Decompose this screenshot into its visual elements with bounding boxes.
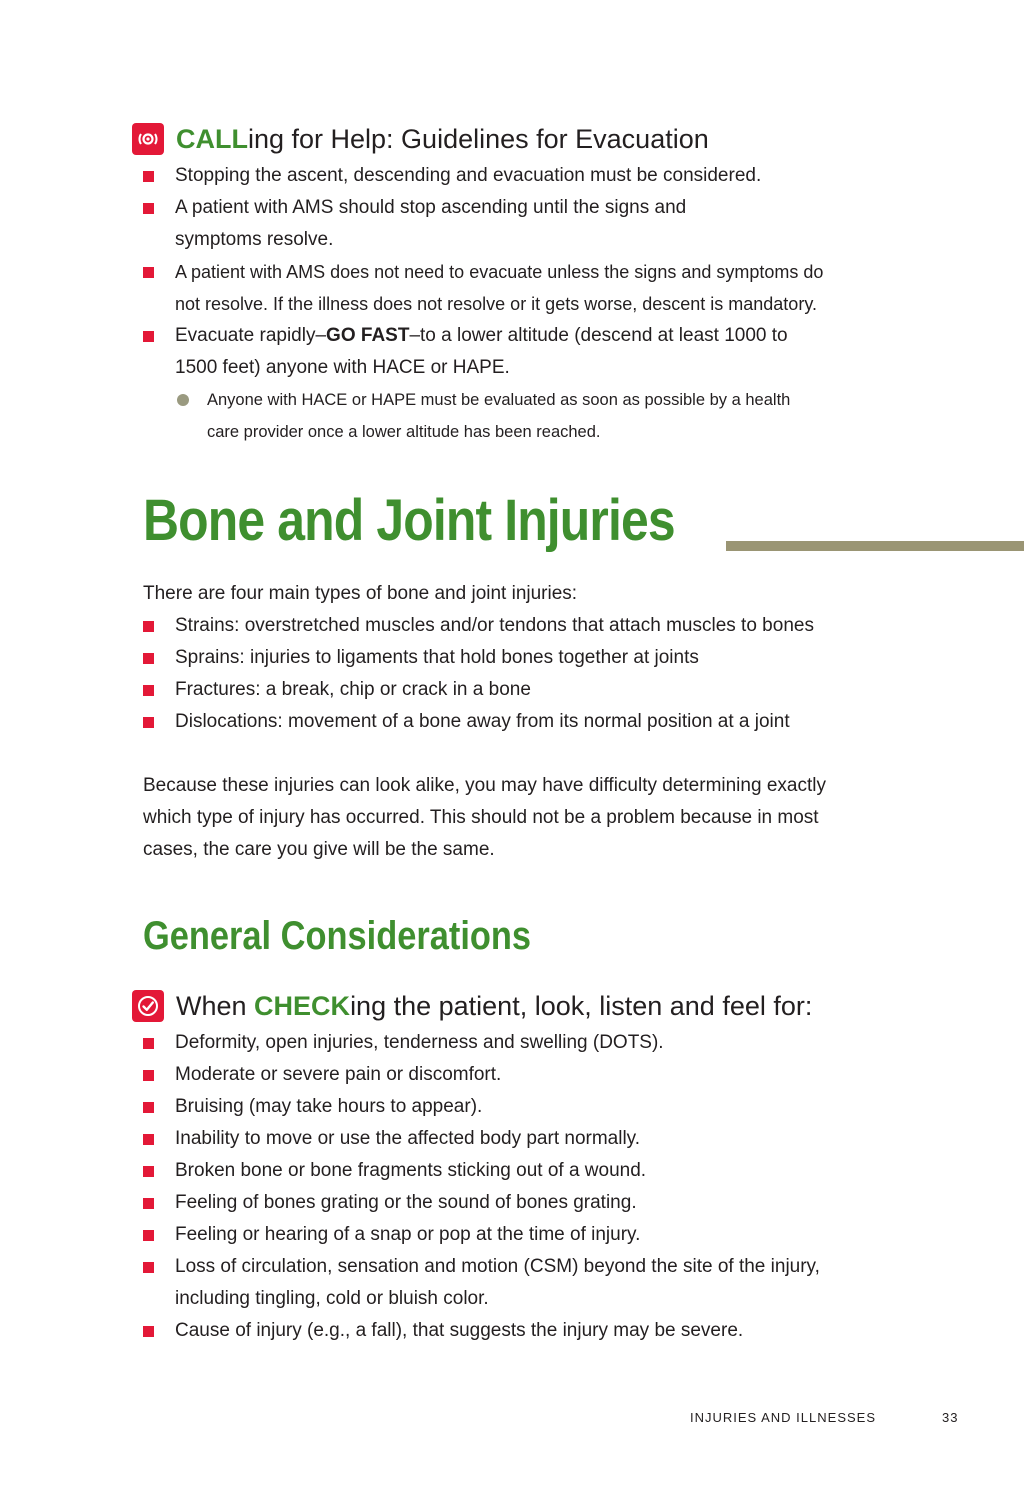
- square-bullet-icon: [143, 685, 154, 696]
- list-item: Dislocations: movement of a bone away from its normal position at a joint: [143, 706, 923, 738]
- page-number: 33: [942, 1410, 959, 1425]
- footer-section-name: INJURIES AND ILLNESSES: [690, 1410, 876, 1425]
- intro-text: There are four main types of bone and joint injuries:: [143, 583, 578, 604]
- calling-heading: [132, 123, 709, 155]
- square-bullet-icon: [143, 1038, 154, 1049]
- square-bullet-icon: [143, 621, 154, 632]
- body-paragraph: Because these injuries can look alike, you may have difficulty determining exactly which type of injury has occurred. This should not be a problem because in most cases, the care you give will be the same.: [143, 775, 826, 860]
- square-bullet-icon: [143, 1070, 154, 1081]
- list-item: Cause of injury (e.g., a fall), that suggests the injury may be severe.: [143, 1315, 923, 1347]
- round-bullet-icon: [177, 394, 189, 406]
- square-bullet-icon: [143, 717, 154, 728]
- square-bullet-icon: [143, 1134, 154, 1145]
- list-item: Bruising (may take hours to appear).: [143, 1091, 923, 1123]
- list-item: Strains: overstretched muscles and/or tendons that attach muscles to bones: [143, 610, 923, 642]
- square-bullet-icon: [143, 1198, 154, 1209]
- square-bullet-icon: [143, 1166, 154, 1177]
- square-bullet-icon: [143, 1230, 154, 1241]
- list-item: Evacuate rapidly–GO FAST–to a lower altitude (descend at least 1000 to 1500 feet) anyone with HACE or HAPE.: [143, 320, 923, 384]
- list-item: Broken bone or bone fragments sticking out of a wound.: [143, 1155, 923, 1187]
- checking-list: [143, 1027, 923, 1347]
- list-item: Stopping the ascent, descending and evacuation must be considered.: [143, 160, 923, 192]
- title-rule: [726, 541, 1024, 551]
- square-bullet-icon: [143, 1262, 154, 1273]
- list-item: Deformity, open injuries, tenderness and swelling (DOTS).: [143, 1027, 923, 1059]
- list-item: Fractures: a break, chip or crack in a bone: [143, 674, 923, 706]
- sub-list-item: Anyone with HACE or HAPE must be evaluated as soon as possible by a health care provider once a lower altitude has been reached.: [143, 384, 923, 448]
- square-bullet-icon: [143, 267, 154, 278]
- list-item: Feeling of bones grating or the sound of bones grating.: [143, 1187, 923, 1219]
- evacuation-list: [143, 160, 923, 448]
- checking-heading-text: When CHECKing the patient, look, listen and feel for:: [176, 990, 813, 1021]
- list-item: Loss of circulation, sensation and motion (CSM) beyond the site of the injury, including tingling, cold or bluish color.: [143, 1251, 923, 1315]
- section-title: General Considerations: [143, 914, 532, 958]
- square-bullet-icon: [143, 653, 154, 664]
- list-item: Moderate or severe pain or discomfort.: [143, 1059, 923, 1091]
- square-bullet-icon: [143, 203, 154, 214]
- emergency-call-icon: [132, 123, 164, 155]
- injury-types-list: [143, 610, 923, 738]
- list-item: Feeling or hearing of a snap or pop at the time of injury.: [143, 1219, 923, 1251]
- calling-heading-text: CALLing for Help: Guidelines for Evacuation: [176, 123, 709, 154]
- checkmark-icon: [132, 990, 164, 1022]
- checking-heading: [132, 990, 812, 1022]
- square-bullet-icon: [143, 1326, 154, 1337]
- square-bullet-icon: [143, 1102, 154, 1113]
- list-item: Sprains: injuries to ligaments that hold bones together at joints: [143, 642, 923, 674]
- page-title: Bone and Joint Injuries: [143, 488, 675, 553]
- square-bullet-icon: [143, 331, 154, 342]
- list-item: A patient with AMS should stop ascending until the signs and symptoms resolve.: [143, 192, 923, 256]
- list-item: Inability to move or use the affected body part normally.: [143, 1123, 923, 1155]
- list-item: A patient with AMS does not need to evacuate unless the signs and symptoms do not resolve. If the illness does not resolve or it gets worse, descent is mandatory.: [143, 256, 923, 320]
- square-bullet-icon: [143, 171, 154, 182]
